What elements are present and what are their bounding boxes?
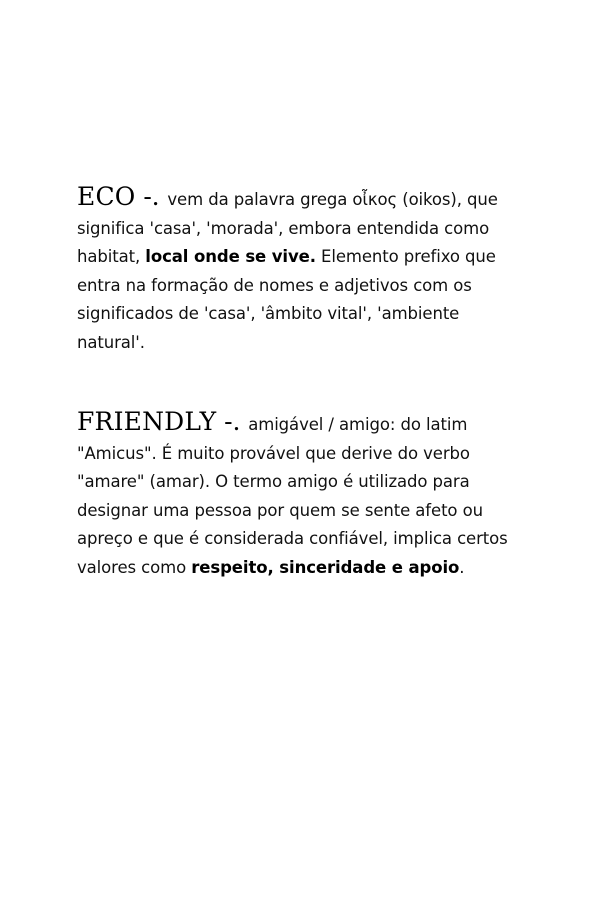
term-eco: ECO	[77, 182, 136, 211]
definition-text: vem da palavra grega οἶκος (oikos), que significa 'casa', 'morada', embora entendida como habitat,	[77, 190, 498, 266]
definition-text-continued: .	[459, 557, 465, 577]
definition-eco	[77, 183, 517, 357]
term-separator: -.	[216, 407, 249, 436]
term-separator: -.	[135, 182, 168, 211]
definition-text: amigável / amigo: do latim "Amicus". É muito provável que derive do verbo "amare" (amar). O termo amigo é utilizado para designar uma pessoa por quem se sente afeto ou apreço e que é considerada confiável, implica certos valores como	[77, 415, 508, 577]
definition-friendly	[77, 408, 517, 582]
definition-emphasis: local onde se vive.	[145, 247, 316, 266]
term-friendly: FRIENDLY	[77, 407, 217, 436]
definition-text-continued: Elemento prefixo que entra na formação de nomes e adjetivos com os significados de 'casa', 'âmbito vital', 'ambiente natural'.	[77, 247, 496, 352]
definition-emphasis: respeito, sinceridade e apoio	[191, 557, 460, 577]
